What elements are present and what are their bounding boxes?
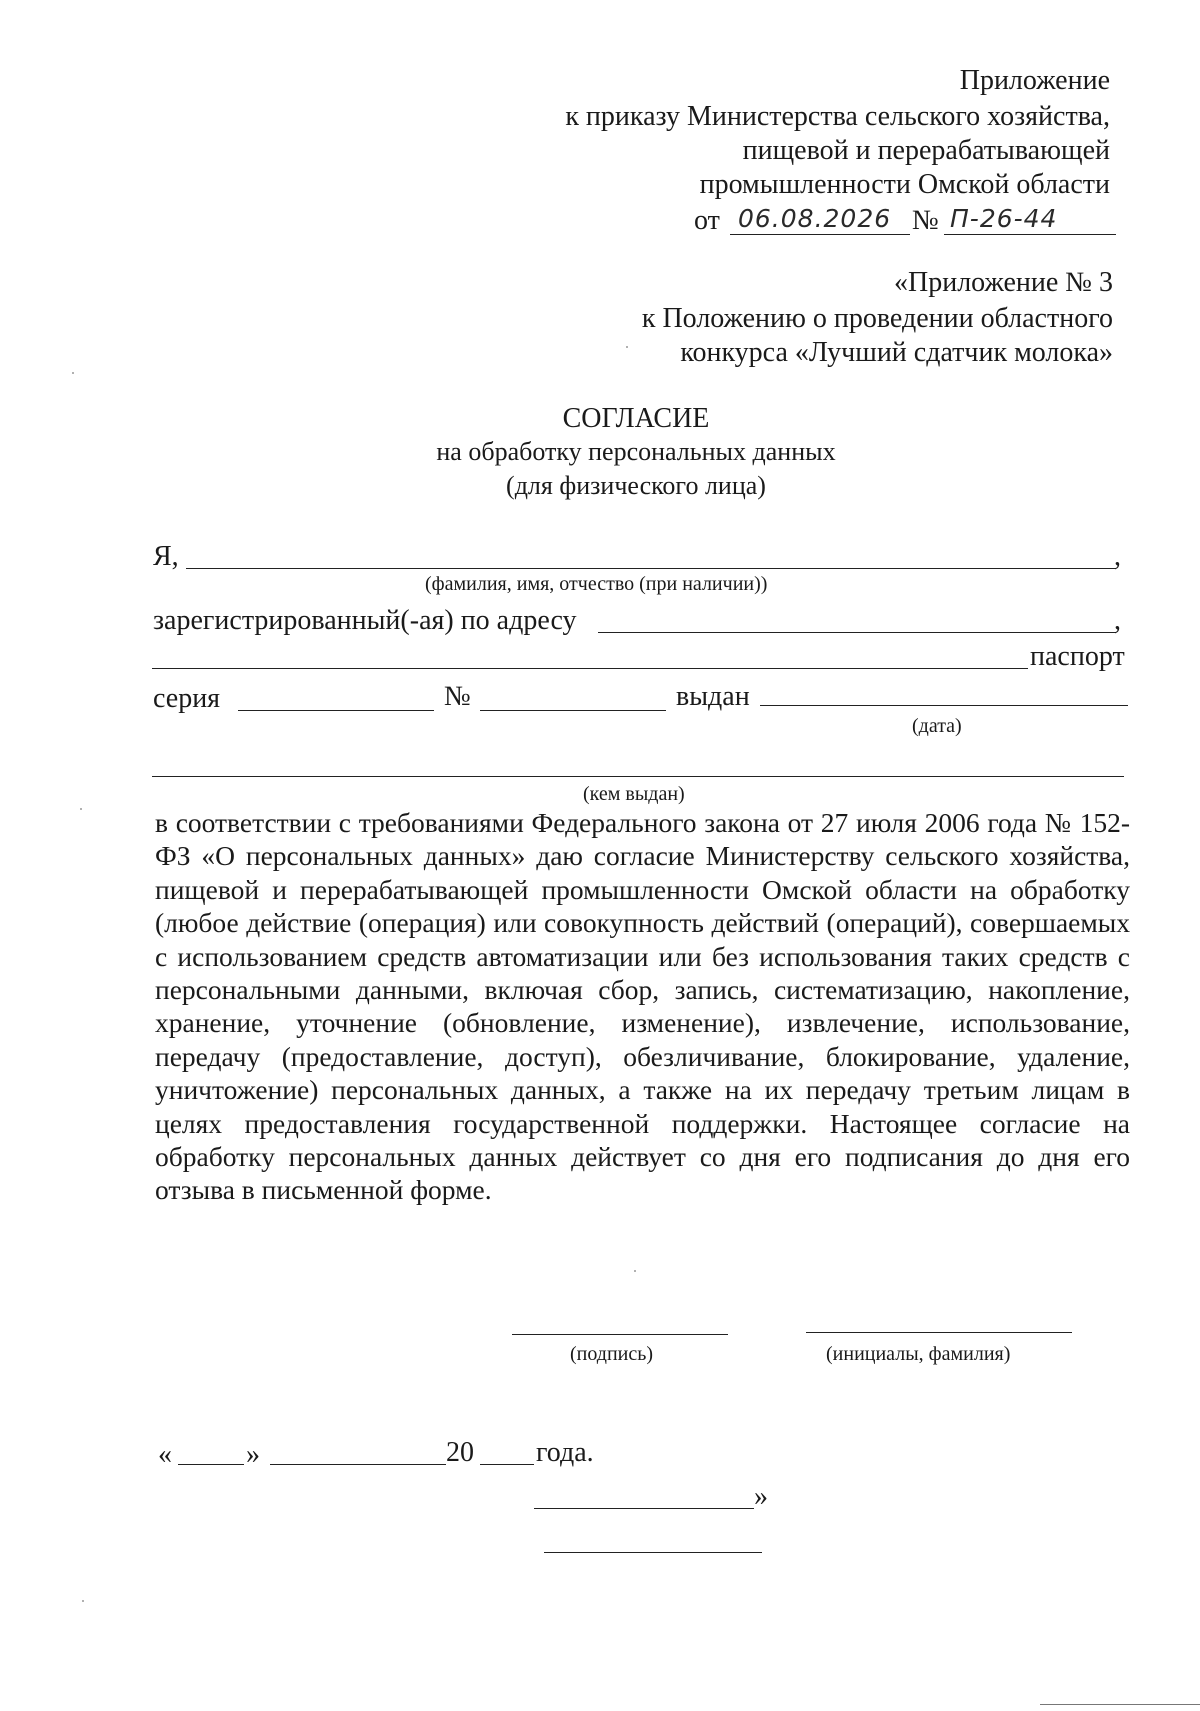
passport-issue-date-line[interactable]	[760, 705, 1128, 706]
scan-speck	[72, 372, 74, 374]
header-appendix-label: Приложение	[959, 65, 1110, 96]
header-ministry-line: пищевой и перерабатывающей	[742, 135, 1110, 166]
appendix-regulation: к Положению о проведении областного	[641, 303, 1113, 334]
consent-body	[155, 806, 1130, 1207]
date-day-line[interactable]	[178, 1464, 244, 1465]
scan-speck	[80, 808, 82, 810]
scan-edge-line	[1040, 1704, 1200, 1705]
issuer-hint: (кем выдан)	[583, 783, 685, 805]
header-region-line: промышленности Омской области	[699, 169, 1110, 200]
consent-paragraph: в соответствии с требованиями Федерального закона от 27 июля 2006 года № 152-ФЗ «О персональных данных» даю согласие Министерству сельского хозяйства, пищевой и перерабатывающей промышленности Омской области на обработку (любое действие (операция) или совокупность действий (операций), совершаемых с использованием средств автоматизации или без использования таких средств с персональными данными, включая сбор, запись, систематизацию, накопление, хранение, уточнение (обновление, изменение), извлечение, использование, передачу (предоставление, доступ), обезличивание, блокирование, удаление, уничтожение) персональных данных, а также на их передачу третьим лицам в целях предоставления государственной поддержки. Настоящее согласие на обработку персональных данных действует со дня его подписания до дня его отзыва в письменной форме.	[155, 807, 1130, 1206]
passport-number-label: №	[444, 681, 471, 712]
date-year-line[interactable]	[480, 1464, 534, 1465]
document-subtitle-person: (для физического лица)	[506, 471, 766, 500]
date-year-prefix: 20	[446, 1437, 474, 1468]
address-line[interactable]	[598, 632, 1116, 633]
passport-series-line[interactable]	[238, 710, 434, 711]
issuer-line[interactable]	[152, 776, 1124, 777]
closing-quote: »	[754, 1481, 768, 1512]
document-title: СОГЛАСИЕ	[562, 403, 710, 434]
full-name-hint: (фамилия, имя, отчество (при наличии))	[425, 573, 768, 595]
order-number-line	[944, 234, 1116, 235]
passport-label: паспорт	[1030, 641, 1125, 672]
scan-speck	[82, 1600, 84, 1602]
header-order-line: к приказу Министерства сельского хозяйства,	[565, 101, 1110, 132]
closing-line-1	[534, 1508, 754, 1509]
appendix-contest: конкурса «Лучший сдатчик молока»	[680, 337, 1113, 368]
closing-line-2	[544, 1552, 762, 1553]
full-name-line[interactable]	[186, 568, 1116, 569]
signature-line[interactable]	[512, 1334, 728, 1335]
date-year-suffix: года.	[536, 1437, 594, 1468]
address-comma: ,	[1114, 605, 1121, 636]
i-label: Я,	[153, 541, 179, 572]
header-number-label: №	[912, 205, 939, 236]
date-close-quote: »	[246, 1439, 260, 1470]
passport-number-line[interactable]	[480, 710, 666, 711]
date-month-line[interactable]	[270, 1464, 446, 1465]
handwritten-order-date: 06.08.2026	[738, 204, 892, 233]
handwritten-order-number: П-26-44	[950, 204, 1058, 233]
scan-speck	[626, 346, 628, 348]
order-date-line	[730, 234, 910, 235]
address-label: зарегистрированный(-ая) по адресу	[153, 605, 577, 636]
issue-date-hint: (дата)	[912, 715, 962, 737]
passport-issued-label: выдан	[676, 681, 750, 712]
address-continuation-line[interactable]	[152, 668, 1028, 669]
initials-surname-hint: (инициалы, фамилия)	[826, 1343, 1011, 1365]
scan-speck	[634, 1270, 636, 1272]
document-subtitle: на обработку персональных данных	[436, 437, 836, 466]
header-from-label: от	[694, 205, 720, 236]
date-open-quote: «	[158, 1439, 172, 1470]
signature-hint: (подпись)	[570, 1343, 654, 1365]
passport-series-label: серия	[153, 683, 221, 714]
appendix-number: «Приложение № 3	[894, 267, 1113, 298]
full-name-comma: ,	[1114, 541, 1121, 572]
initials-surname-line[interactable]	[806, 1332, 1072, 1333]
